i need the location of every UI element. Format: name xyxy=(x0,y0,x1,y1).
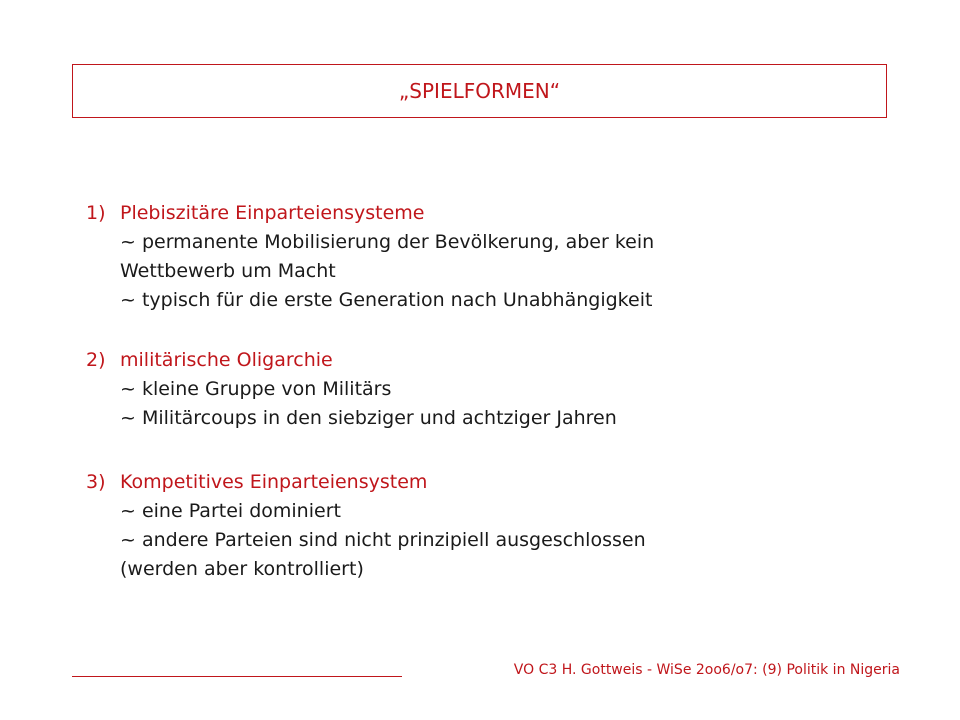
item-line: ~ andere Parteien sind nicht prinzipiell ausgeschlossen xyxy=(120,529,646,551)
item-heading: militärische Oligarchie xyxy=(120,349,333,371)
item-line: (werden aber kontrolliert) xyxy=(120,558,364,580)
footer-divider xyxy=(72,676,402,677)
item-number: 3) xyxy=(86,471,106,493)
item-line: ~ Militärcoups in den siebziger und achtziger Jahren xyxy=(120,407,617,429)
list-item xyxy=(86,468,906,584)
slide-title: „SPIELFORMEN“ xyxy=(398,79,561,103)
list-item xyxy=(86,346,906,433)
item-line: ~ typisch für die erste Generation nach Unabhängigkeit xyxy=(120,289,653,311)
item-heading: Plebiszitäre Einparteiensysteme xyxy=(120,202,425,224)
item-heading: Kompetitives Einparteiensystem xyxy=(120,471,428,493)
item-line: Wettbewerb um Macht xyxy=(120,260,336,282)
item-number: 2) xyxy=(86,349,106,371)
footer-text: VO C3 H. Gottweis - WiSe 2oo6/o7: (9) Politik in Nigeria xyxy=(513,662,900,678)
item-line: ~ permanente Mobilisierung der Bevölkerung, aber kein xyxy=(120,231,655,253)
title-box xyxy=(72,64,887,118)
item-line: ~ kleine Gruppe von Militärs xyxy=(120,378,392,400)
item-line: ~ eine Partei dominiert xyxy=(120,500,341,522)
item-number: 1) xyxy=(86,202,106,224)
list-item xyxy=(86,199,906,315)
